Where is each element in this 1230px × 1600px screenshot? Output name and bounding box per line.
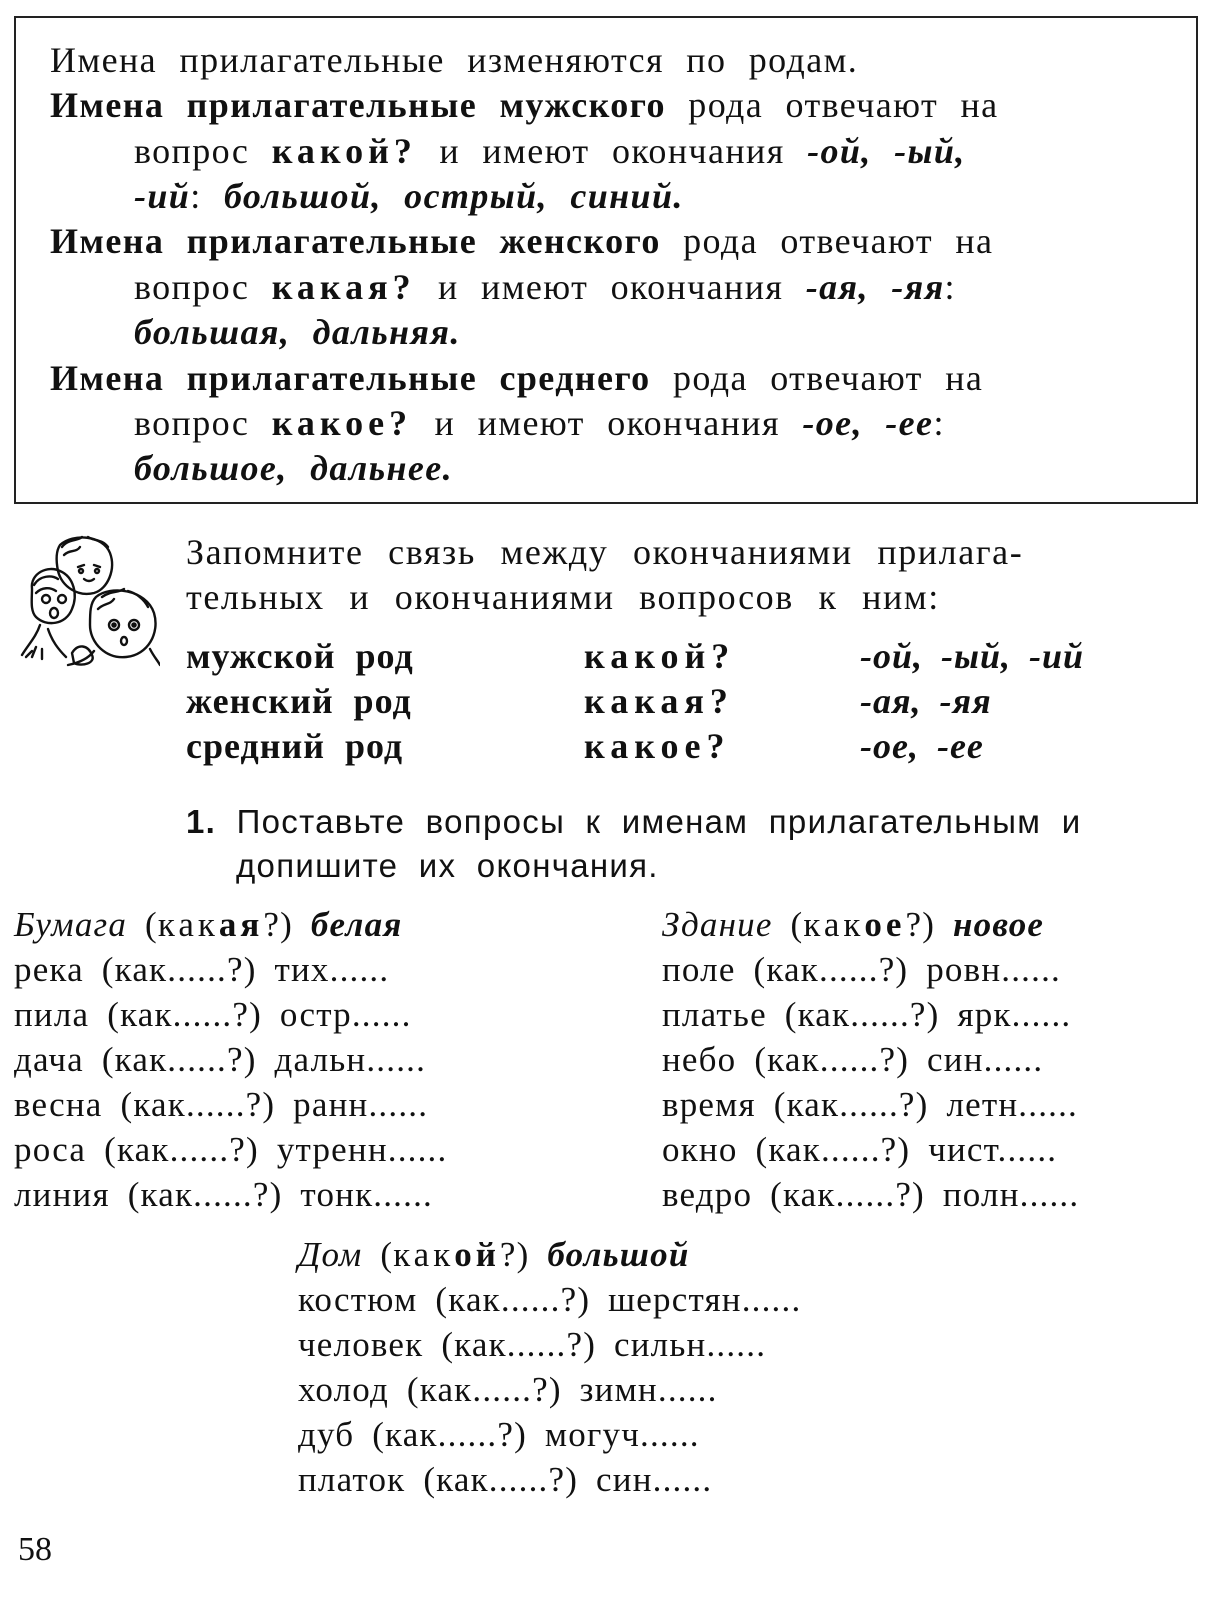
text: и имеют окончания — [412, 403, 803, 443]
exercise-left-item: линия (как......?) тонк...... — [14, 1175, 433, 1214]
exercise-center-item: дуб (как......?) могуч...... — [298, 1415, 700, 1454]
rule-masculine-line3 — [134, 174, 684, 219]
task-line1: Поставьте вопросы к именам прилагательным и — [236, 803, 1082, 840]
exercise-right-item: ведро (как......?) полн...... — [662, 1175, 1080, 1214]
text: ( — [772, 905, 804, 944]
exercise-left-item: пила (как......?) остр...... — [14, 995, 412, 1034]
text: ая — [218, 905, 264, 944]
endings-neuter: -ое, -ее — [802, 403, 934, 443]
text: : — [944, 267, 956, 307]
rule-neuter-lead: Имена прилагательные среднего — [50, 358, 651, 398]
text: : — [190, 176, 225, 216]
head-noun: Здание — [662, 905, 773, 944]
endings-label: -ая, -яя — [860, 681, 992, 721]
text: рода отвечают на — [660, 221, 994, 261]
exercise-right-head — [662, 902, 1044, 947]
rule-neuter-line3 — [134, 446, 453, 491]
gender-label: мужской род — [186, 636, 414, 676]
text: как — [803, 905, 865, 944]
text: ( — [362, 1235, 394, 1274]
examples-feminine: большая, дальняя. — [134, 312, 461, 352]
question-label: какая? — [584, 681, 734, 721]
exercise-center-item: костюм (как......?) шерстян...... — [298, 1280, 802, 1319]
rule-feminine-line1 — [50, 219, 993, 264]
rule-feminine-line3 — [134, 310, 461, 355]
task-line2: допишите их окончания. — [236, 847, 659, 884]
examples-masculine: большой, острый, синий. — [224, 176, 684, 216]
text: как — [157, 905, 219, 944]
rule-masculine-line1 — [50, 83, 999, 128]
exercise-center-head — [298, 1232, 690, 1277]
exercise-right-item: поле (как......?) ровн...... — [662, 950, 1061, 989]
exercise-center-item: платок (как......?) син...... — [298, 1460, 713, 1499]
text: вопрос — [134, 131, 272, 171]
rule-neuter-line1 — [50, 356, 983, 401]
exercise-center-item: холод (как......?) зимн...... — [298, 1370, 718, 1409]
question-label: какое? — [584, 726, 731, 766]
question-neuter: какое? — [271, 403, 413, 443]
children-illustration — [18, 533, 160, 667]
rule-feminine-line2 — [134, 265, 956, 310]
text: рода отвечают на — [650, 358, 984, 398]
text: ое — [864, 905, 906, 944]
head-noun: Дом — [298, 1235, 363, 1274]
text: ( — [127, 905, 158, 944]
exercise-left-item: дача (как......?) дальн...... — [14, 1040, 427, 1079]
exercise-right-item: небо (как......?) син...... — [662, 1040, 1044, 1079]
text: ?) — [499, 1235, 548, 1274]
exercise-right-item: окно (как......?) чист...... — [662, 1130, 1058, 1169]
examples-neuter: большое, дальнее. — [134, 448, 454, 488]
endings-label: -ое, -ее — [860, 726, 984, 766]
gender-label: средний род — [186, 726, 404, 766]
text: вопрос — [134, 403, 272, 443]
text: вопрос — [134, 267, 272, 307]
text: ?) — [905, 905, 954, 944]
exercise-left-item: река (как......?) тих...... — [14, 950, 390, 989]
rule-masculine-lead: Имена прилагательные мужского — [50, 85, 666, 125]
head-adjective: новое — [953, 905, 1045, 944]
task-number: 1. — [186, 803, 217, 840]
ending-ij: -ий — [134, 176, 191, 216]
rule-intro: Имена прилагательные изменяются по родам. — [50, 40, 859, 80]
head-noun: Бумага — [14, 905, 128, 944]
exercise-right-item: платье (как......?) ярк...... — [662, 995, 1072, 1034]
rule-masculine-tail: рода отвечают на — [665, 85, 999, 125]
memo-line1: Запомните связь между окончаниями прилага- — [186, 532, 1024, 572]
text: : — [933, 403, 945, 443]
text: и имеют окончания — [416, 131, 808, 171]
text: как — [393, 1235, 455, 1274]
endings-label: -ой, -ый, -ий — [860, 636, 1085, 676]
rule-feminine-lead: Имена прилагательные женского — [50, 221, 661, 261]
rule-masculine-line2 — [134, 129, 966, 174]
text: ой — [454, 1235, 500, 1274]
question-label: какой? — [584, 636, 736, 676]
question-feminine: какая? — [271, 267, 416, 307]
exercise-left-item: весна (как......?) ранн...... — [14, 1085, 429, 1124]
text: ?) — [263, 905, 311, 944]
question-masculine: какой? — [271, 131, 417, 171]
exercise-left-item: роса (как......?) утренн...... — [14, 1130, 448, 1169]
exercise-right-item: время (как......?) летн...... — [662, 1085, 1078, 1124]
head-adjective: большой — [547, 1235, 690, 1274]
gender-label: женский род — [186, 681, 412, 721]
rule-neuter-line2 — [134, 401, 945, 446]
head-adjective: белая — [310, 905, 403, 944]
memo-line2: тельных и окончаниями вопросов к ним: — [186, 577, 940, 617]
endings-feminine: -ая, -яя — [805, 267, 945, 307]
exercise-left-head — [14, 902, 403, 947]
text: и имеют окончания — [415, 267, 806, 307]
task-instruction — [186, 800, 1081, 888]
exercise-center-item: человек (как......?) сильн...... — [298, 1325, 767, 1364]
page-number: 58 — [18, 1531, 52, 1568]
endings-masculine: -ой, -ый, — [807, 131, 966, 171]
